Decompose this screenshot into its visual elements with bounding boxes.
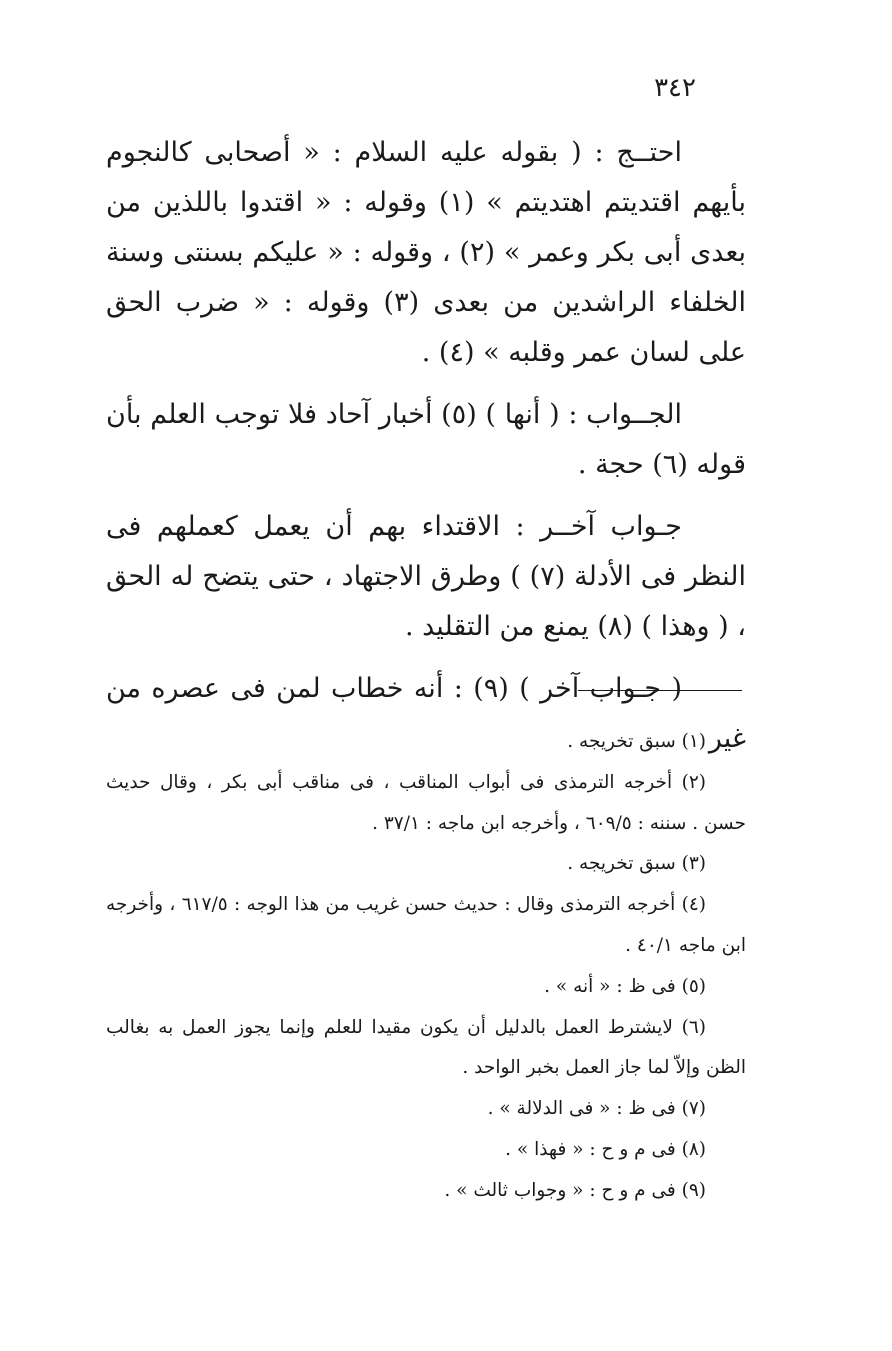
footnote-8: (٨) فى م و ح : « فهذا » . [505, 1138, 706, 1160]
page-number: ٣٤٢ [654, 73, 696, 103]
footnote-separator [578, 690, 742, 691]
footnote-1: (١) سبق تخريجه . [567, 731, 706, 752]
footnote-9: (٩) فى م و ح : « وجواب ثالث » . [444, 1179, 706, 1201]
main-text [106, 128, 746, 776]
footnotes [106, 722, 746, 1212]
footnote-4: (٤) أخرجه الترمذى وقال : حديث حسن غريب من هذا الوجه : ٦١٧/٥ ، وأخرجه ابن ماجه ٤٠/١ . [106, 894, 746, 956]
footnote-6: (٦) لايشترط العمل بالدليل أن يكون مقيدا للعلم وإنما يجوز العمل به بغالب الظن وإلاّ لما جاز العمل بخبر الواحد . [106, 1016, 746, 1079]
paragraph-answer: الجــواب : ( أنها ) (٥) أخبار آحاد فلا توجب العلم بأن قوله (٦) حجة . [106, 399, 746, 480]
footnote-7: (٧) فى ظ : « فى الدلالة » . [487, 1098, 706, 1120]
paragraph-another-answer: جـواب آخــر : الاقتداء بهم أن يعمل كعملهم فى النظر فى الأدلة (٧) ) وطرق الاجتهاد ، حتى يتضح له الحق ، ( وهذا ) (٨) يمنع من التقليد . [106, 511, 746, 642]
paragraph-third-answer: ( جـواب آخر ) (٩) : أنه خطاب لمن فى عصره من غير [106, 673, 746, 754]
footnote-3: (٣) سبق تخريجه . [567, 853, 706, 875]
footnote-5: (٥) فى ظ : « أنه » . [544, 975, 706, 997]
footnote-2: (٢) أخرجه الترمذى فى أبواب المناقب ، فى مناقب أبى بكر ، وقال حديث حسن . سننه : ٦٠٩/٥ ، وأخرجه ابن ماجه : ٣٧/١ . [106, 771, 746, 834]
paragraph-argument: احتــج : ( بقوله عليه السلام : « أصحابى كالنجوم بأيهم اقتديتم اهتديتم » (١) وقوله : « اقتدوا باللذين من بعدى أبى بكر وعمر » (٢) ، وقوله : « عليكم بسنتى وسنة الخلفاء الراشدين من بعدى (٣) وقوله : « ضرب الحق على لسان عمر وقلبه » (٤) . [106, 137, 746, 368]
